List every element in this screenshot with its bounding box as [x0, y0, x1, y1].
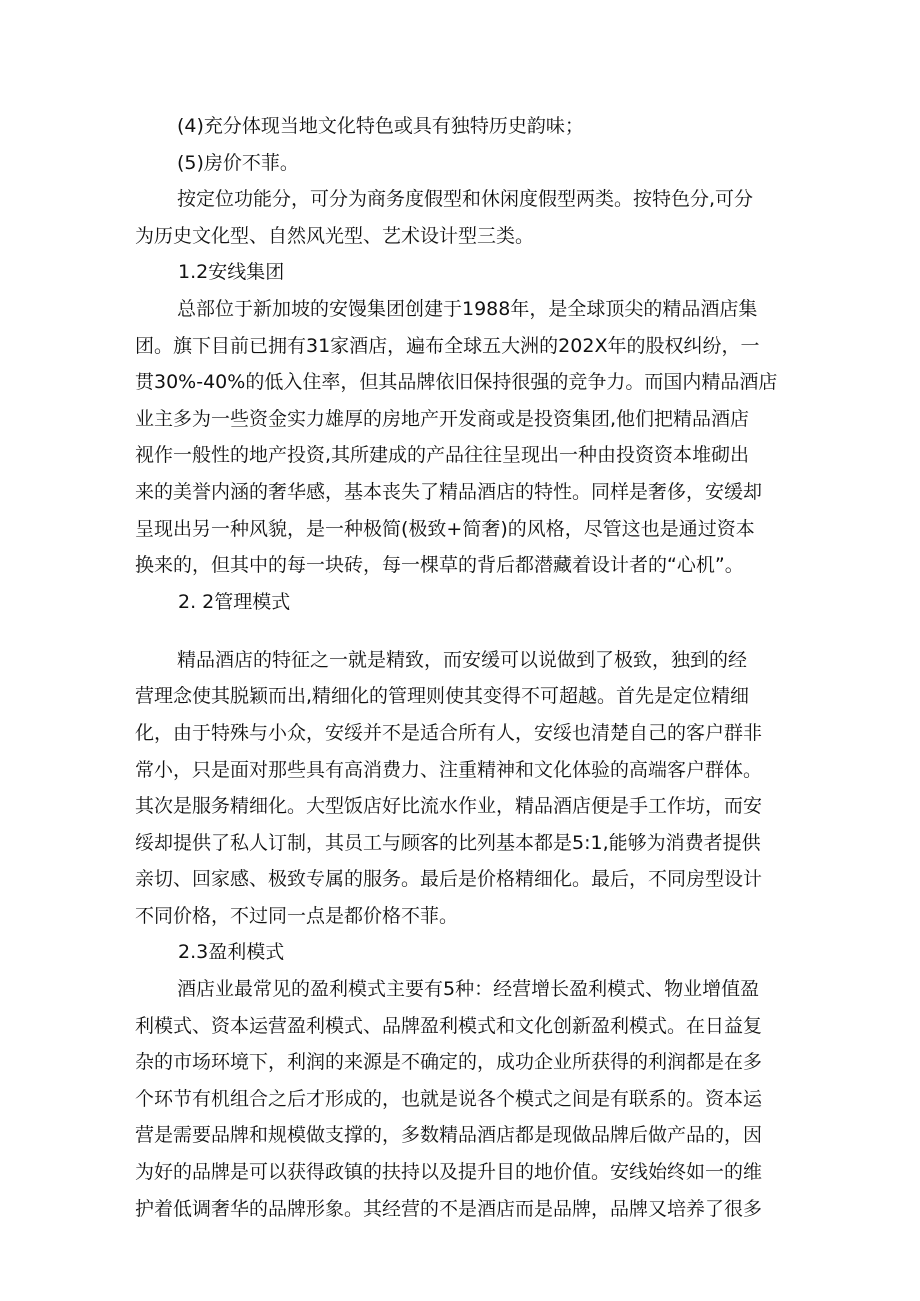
paragraph-line: 为好的品牌是可以获得政镇的扶持以及提升目的地价值。安线始终如一的维: [135, 1161, 763, 1184]
paragraph-line: 换来的，但其中的每一块砖，每一棵草的背后都潜藏着设计者的“心机”。: [135, 554, 744, 577]
paragraph-line: 团。旗下目前已拥有31家酒店，遍布全球五大洲的202X年的股权纠纷，一: [135, 334, 760, 357]
paragraph-line: 利模式、资本运营盈利模式、品牌盈利模式和文化创新盈利模式。在日益复: [135, 1014, 763, 1037]
list-item-4: (4)充分体现当地文化特色或具有独特历史韵味；: [177, 115, 584, 137]
paragraph-line: 其次是服务精细化。大型饭店好比流水作业，精品酒店便是手工作坊，而安: [135, 795, 763, 818]
paragraph-line: 为历史文化型、自然风光型、艺术设计型三类。: [135, 224, 535, 247]
paragraph-line: 贯30%-40%的低入住率，但其品牌依旧保持很强的竞争力。而国内精品酒店: [135, 371, 778, 394]
document-body: [135, 113, 790, 1222]
paragraph-line: 亲切、回家感、极致专属的服务。最后是价格精细化。最后，不同房型设计: [135, 868, 763, 891]
paragraph-line: 常小，只是面对那些具有高消费力、注重精神和文化体验的高端客户群体。: [135, 758, 763, 781]
paragraph-line: 呈现出另一种风貌，是一种极简(极致+简奢)的风格，尽管这也是通过资本: [135, 517, 755, 540]
paragraph-line: 总部位于新加坡的安馒集团创建于1988年，是全球顶尖的精品酒店集: [177, 297, 758, 320]
section-heading-1-2: 1.2安线集团: [178, 261, 285, 284]
paragraph-line: 杂的市场环境下，利润的来源是不确定的，成功企业所获得的利润都是在多: [135, 1051, 763, 1074]
paragraph-line: 营是需要品牌和规模做支撑的，多数精品酒店都是现做品牌后做产品的，因: [135, 1124, 763, 1147]
list-item-5: (5)房价不菲。: [177, 151, 299, 174]
paragraph-line: 个环节有机组合之后才形成的，也就是说各个模式之间是有联系的。资本运: [135, 1087, 763, 1110]
paragraph-line: 按定位功能分，可分为商务度假型和休闲度假型两类。按特色分,可分: [177, 188, 754, 211]
paragraph-line: 化，由于特殊与小众，安绥并不是适合所有人，安绥也清楚自己的客户群非: [135, 721, 763, 744]
paragraph-line: 营理念使其脱颖而出,精细化的管理则使其变得不可超越。首先是定位精细: [135, 685, 750, 708]
section-heading-2-3: 2.3盈利模式: [178, 941, 285, 964]
paragraph-line: 业主多为一些资金实力雄厚的房地产开发商或是投资集团,他们把精品酒店: [135, 407, 750, 430]
paragraph-line: 绥却提供了私人订制，其员工与顾客的比列基本都是5:1,能够为消费者提供: [135, 831, 761, 854]
paragraph-line: 护着低调奢华的品牌形象。其经营的不是酒店而是品牌，品牌又培养了很多: [135, 1197, 763, 1220]
section-heading-2-2: 2. 2管理模式: [178, 590, 291, 613]
paragraph-line: 酒店业最常见的盈利模式主要有5种：经营增长盈利模式、物业增值盈: [177, 978, 760, 1001]
paragraph-line: 视作一般性的地产投资,其所建成的产品往往呈现出一种由投资资本堆砌出: [135, 444, 750, 467]
paragraph-line: 精品酒店的特征之一就是精致，而安缓可以说做到了极致，独到的经: [177, 648, 748, 671]
paragraph-line: 来的美誉内涵的奢华感，基本丧失了精品酒店的特性。同样是奢侈，安缓却: [135, 480, 763, 503]
paragraph-line: 不同价格，不过同一点是都价格不菲。: [135, 904, 459, 927]
